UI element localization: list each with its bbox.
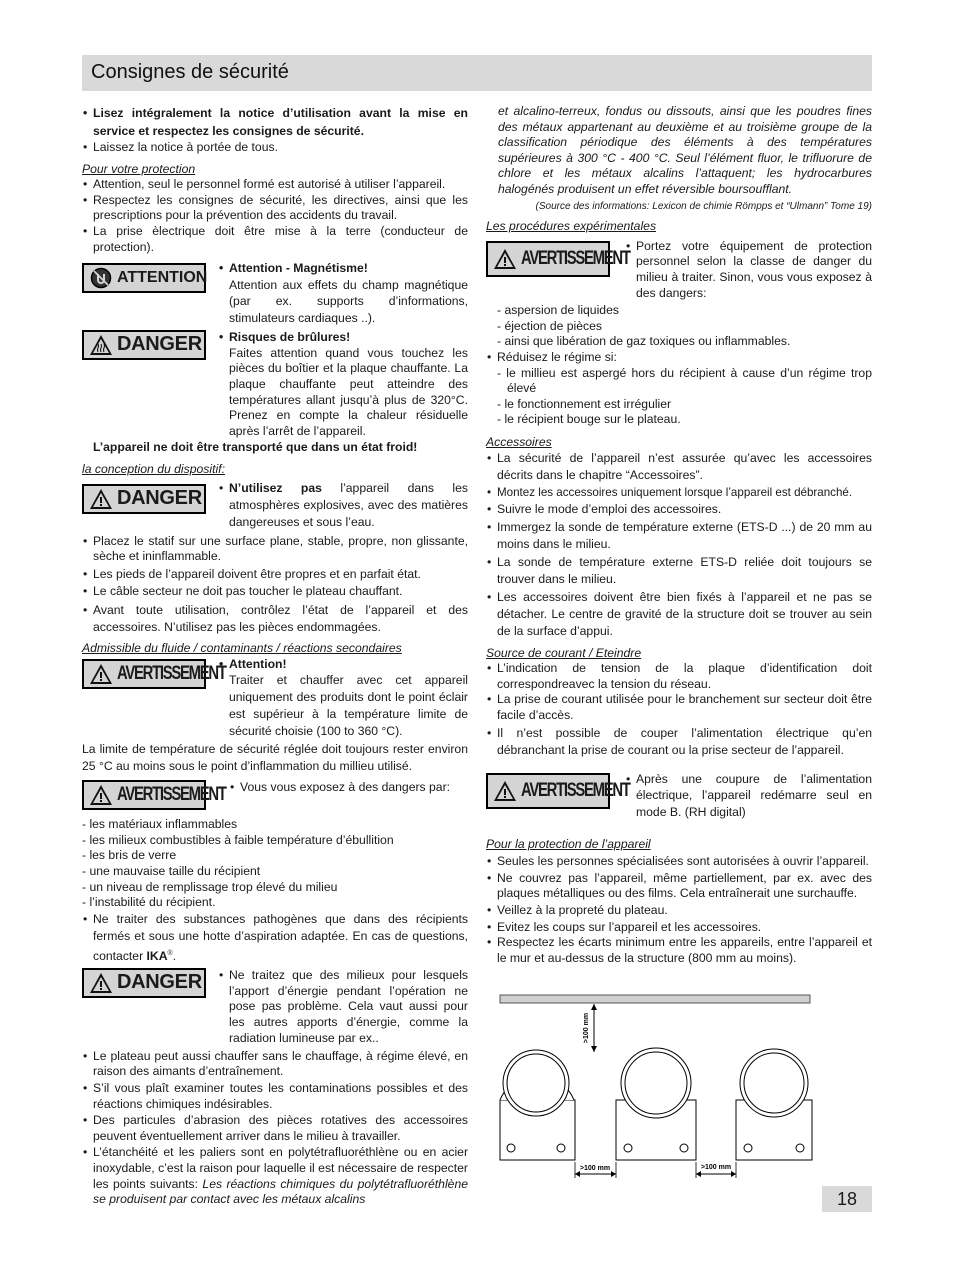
explosive-text xyxy=(218,480,468,531)
acc-2: • Montez les accessoires uniquement lorsque l’appareil est débranché. xyxy=(486,485,872,501)
prot-3: • La prise èlectrique doit être mise à la terre (conducteur de protection). xyxy=(82,224,468,255)
warning-triangle-icon xyxy=(89,972,113,994)
conc-1: • Placez le statif sur une surface plane, stable, propre, non glissante, sèche et ininflammable. xyxy=(82,534,468,565)
section-device-protection: Pour la protection de l’appareil xyxy=(486,837,651,852)
danger-label-explosive: DANGER xyxy=(117,486,202,509)
device-3: • Veillez à la propreté du plateau. xyxy=(486,903,872,919)
reduce-intro: • Réduisez le régime si: xyxy=(486,350,872,366)
burn-block xyxy=(82,330,468,439)
arrow-right-icon xyxy=(731,1171,736,1177)
avert-badge-2 xyxy=(82,780,226,810)
danger-item: - l’instabilité du récipient. xyxy=(82,895,216,910)
acc-3: • Suivre le mode d’emploi des accessoires. xyxy=(486,502,872,518)
page-number: 18 xyxy=(822,1186,872,1212)
danger-label-burn: DANGER xyxy=(117,333,202,356)
warning-triangle-icon xyxy=(493,248,517,270)
avert-label-4: AVERTISSEMENT xyxy=(521,779,630,801)
intro-2: • Laissez la notice à portée de tous. xyxy=(82,140,468,156)
restart-text: • Après une coupure de l’alimentation électrique, l’appareil redémarre seul en mode B. (RH digital) xyxy=(625,771,872,821)
registered-mark: ® xyxy=(167,949,173,957)
magnet-prohibited-icon xyxy=(89,267,113,289)
conc-2: • Les pieds de l’appareil doivent être propres et en parfait état. xyxy=(82,567,468,583)
prot-1: • Attention, seul le personnel formé est autorisé à utiliser l’appareil. xyxy=(82,177,468,193)
avert-badge-1 xyxy=(82,659,226,689)
spacing-diagram xyxy=(498,990,838,1180)
dangers-block xyxy=(82,780,468,810)
attention-badge xyxy=(82,263,206,293)
device-4: • Evitez les coups sur l’appareil et les accessoires. xyxy=(486,920,872,936)
procedures-block xyxy=(486,239,872,301)
page-header xyxy=(82,55,872,91)
avert-badge-3 xyxy=(486,241,630,277)
fin-3: • Des particules d’abrasion des pièces rotatives des accessoires peuvent éventuellement arriver dans le milieu à travailler. xyxy=(82,1113,468,1144)
procedure-item: - ainsi que libération de gaz toxiques ou inflammables. xyxy=(497,334,791,349)
att-text: Traiter et chauffer avec cet appareil uniquement des produits dont le point éclair est supérieur à la température limite de sécurité choisie (100 to 360 °C). xyxy=(229,673,468,739)
pathogen-text: • Ne traiter des substances pathogènes que dans des récipients fermés et sous une hotte d’aspiration adaptée. En cas de questions, contacter IKA®. xyxy=(82,911,468,965)
cold-transport: L’appareil ne doit être transporté que dans un état froid! xyxy=(93,440,418,455)
section-accessories: Accessoires xyxy=(486,434,552,449)
warning-triangle-icon xyxy=(493,780,517,802)
left-column xyxy=(82,104,468,1208)
reduce-list xyxy=(486,366,872,428)
danger-item: - les milieux combustibles à faible température d’ébullition xyxy=(82,832,394,847)
section-conception: la conception du dispositif: xyxy=(82,462,225,476)
danger-label-energy: DANGER xyxy=(117,970,202,993)
att-title: • Attention! xyxy=(218,657,468,673)
burn-title: • Risques de brûlures! xyxy=(218,330,468,346)
section-procedures: Les procédures expérimentales xyxy=(486,219,657,234)
pathogen-body: Ne traiter des substances pathogènes que dans des récipients fermés et sous une hotte d’aspiration adaptée. En cas de questions, contacter xyxy=(93,911,468,963)
danger-badge-explosive xyxy=(82,484,206,514)
vertical-dimension-label: >100 mm xyxy=(583,1012,590,1044)
device-left xyxy=(500,1050,575,1160)
reduce-item: - le millieu est aspergé hors du récipient à cause d’un régime trop élevé xyxy=(497,365,872,396)
limit-text: La limite de température de sécurité réglée doit toujours rester environ 25 °C au moins sous le point d’inflammation du millieu utilisé. xyxy=(82,742,468,773)
acc-1: • La sécurité de l’appareil n’est assurée qu’avec les accessoires décrits dans le chapitre “Accessoires”. xyxy=(486,450,872,484)
arrow-right-icon xyxy=(611,1171,616,1177)
continued-italic: et alcalino-terreux, fondus ou dissouts, ainsi que les poudres fines des métaux appartenant au deuxième et au troisième groupe de la classification périodique des éléments à des températures supérieures à 300 °C - 400 °C. Seul l’élément fluor, le trifluorure de chlore et les métaux alcalins l’attaquent; les hydrocarbures halogénés produisent un effet réversible boursoufflant. xyxy=(498,104,872,196)
burn-text: Faites attention quand vous touchez les pièces du boîtier et la plaque chauffante. La plaque chauffante peut atteindre des températures allant jusqu’à plus de 320°C. Prenez en compte la chaleur résiduelle après l’arrêt de l’appareil. xyxy=(229,345,468,438)
explosive-rest: l’appareil dans les atmosphères explosives, avec des matières dangereuses et sous l’eau. xyxy=(229,480,469,529)
danger-item: - les matériaux inflammables xyxy=(82,817,238,832)
section-fluide: Admissible du fluide / contaminants / réactions secondaires xyxy=(82,640,402,655)
fin-2: • S’il vous plaît examiner toutes les contaminations possibles et des réactions chimiques indésirables. xyxy=(82,1081,468,1112)
power-3: • Il n’est possible de couper l’alimentation électrique qu’en débranchant la prise de courant ou la prise secteur de l’appareil. xyxy=(486,725,872,759)
warning-triangle-icon xyxy=(89,663,113,685)
intro-bold: • Lisez intégralement la notice d’utilisation avant la mise en service et respectez les consignes de sécurité. xyxy=(82,104,468,140)
magnetism-text: Attention aux effets du champ magnétique (par ex. supports d’informations, stimulateurs cardiaques ..). xyxy=(229,277,468,325)
dangers-intro: • Vous vous exposez à des dangers par: xyxy=(229,780,468,796)
device-right xyxy=(736,1049,812,1160)
avert-label-2: AVERTISSEMENT xyxy=(117,784,226,806)
power-2: • La prise de courant utilisée pour le branchement sur secteur doit être facile d’accès. xyxy=(486,692,872,723)
arrow-up-icon xyxy=(591,1004,597,1010)
device-5: • Respectez les écarts minimum entre les appareils, entre l’appareil et le mur et au-dessus de la structure (800 mm au moins). xyxy=(486,935,872,966)
magnetism-title: • Attention - Magnétisme! xyxy=(218,261,468,277)
acc-6: • Les accessoires doivent être bien fixés à l’appareil et ne pas se détacher. Le centre de gravité de la structure doit se trouver au sein de la surface d’appui. xyxy=(486,589,872,640)
fin-1: • Le plateau peut aussi chauffer sans le chauffage, à régime élevé, en raison des aimants d’entraînement. xyxy=(82,1049,468,1080)
section-protection: Pour votre protection xyxy=(82,161,196,176)
hot-surface-icon xyxy=(89,334,113,356)
device-2: • Ne couvrez pas l’appareil, même partiellement, par ex. avec des plaques métalliques ou des films. Cela entraînerait une surchauffe. xyxy=(486,871,872,902)
explosive-block xyxy=(82,480,468,531)
procedure-item: - aspersion de liquides xyxy=(497,303,619,318)
danger-item: - une mauvaise taille du récipient xyxy=(82,863,261,878)
power-1: • L’indication de tension de la plaque d’identification doit correspondreavec la tension du réseau. xyxy=(486,661,872,692)
procedure-item: - éjection de pièces xyxy=(497,318,603,333)
flash-point-block xyxy=(82,657,468,741)
energy-text: • Ne traitez que des milieux pour lesquels l’apport d’énergie pendant l’opération ne pose pas problème. Cela vaut aussi pour les autres apports d’énergie, comme la radiation lumineuse par ex.. xyxy=(218,968,468,1047)
arrow-down-icon xyxy=(591,1046,597,1052)
ika-brand: IKA xyxy=(146,948,168,963)
horizontal-dimension-label-2: >100 mm xyxy=(700,1164,732,1171)
acc-4: • Immergez la sonde de température externe (ETS-D ...) de 20 mm au moins dans le milieu. xyxy=(486,519,872,553)
avert-badge-4 xyxy=(486,773,630,809)
dangers-list xyxy=(82,817,468,911)
procedures-list xyxy=(486,303,872,350)
fin-4 xyxy=(82,1145,468,1207)
section-power: Source de courant / Eteindre xyxy=(486,645,642,660)
ceiling-bar xyxy=(500,995,810,1003)
danger-item: - les bris de verre xyxy=(82,848,177,863)
horizontal-dimension-label-1: >100 mm xyxy=(579,1165,611,1172)
warning-triangle-icon xyxy=(89,488,113,510)
energy-block xyxy=(82,968,468,1047)
arrow-left-icon xyxy=(696,1171,701,1177)
attention-block xyxy=(82,261,468,326)
warning-triangle-icon xyxy=(89,784,113,806)
fin-4-body: L’étanchéité et les paliers sont en polytétrafluoréthlène ou en acier inoxydable, c’est la raison pour laquelle il est nécessaire de respecter les points suivants: xyxy=(93,1145,468,1191)
procedures-text: • Portez votre équipement de protection personnel selon la classe de danger du milieu à traiter. Sinon, vous vous exposez à des dangers: xyxy=(625,239,872,301)
danger-badge-energy xyxy=(82,968,206,998)
source-note: (Source des informations: Lexicon de chimie Römpps et “Ulmann” Tome 19) xyxy=(535,200,872,212)
reduce-item: - le fonctionnement est irrégulier xyxy=(497,396,672,411)
danger-badge-burn xyxy=(82,330,206,360)
attention-label: ATTENTION xyxy=(117,269,208,287)
avert-label-1: AVERTISSEMENT xyxy=(117,662,226,684)
explosive-bold: N’utilisez pas xyxy=(229,480,322,495)
prot-2: • Respectez les consignes de sécurité, les directives, ainsi que les prescriptions pour la prévention des accidents du travail. xyxy=(82,193,468,224)
fin-4-italic: Les réactions chimiques du polytétrafluoréthlène se produisent par contact avec les métaux alcalins xyxy=(93,1176,469,1207)
device-1: • Seules les personnes spécialisées sont autorisées à ouvrir l’appareil. xyxy=(486,853,872,870)
danger-item: - un niveau de remplissage trop élevé du milieu xyxy=(82,879,338,894)
acc-5: • La sonde de température externe ETS-D reliée doit toujours se trouver dans le milieu. xyxy=(486,554,872,588)
conc-4: • Avant toute utilisation, contrôlez l’état de l’appareil et des accessoires. N’utilisez pas les pièces endommagées. xyxy=(82,602,468,636)
avert-label-3: AVERTISSEMENT xyxy=(521,247,630,269)
restart-block xyxy=(486,771,872,821)
page-title: Consignes de sécurité xyxy=(91,61,289,83)
reduce-item: - le récipient bouge sur le plateau. xyxy=(497,412,681,427)
conc-3: • Le câble secteur ne doit pas toucher le plateau chauffant. xyxy=(82,584,468,600)
right-column xyxy=(486,104,872,966)
device-center xyxy=(616,1048,696,1160)
